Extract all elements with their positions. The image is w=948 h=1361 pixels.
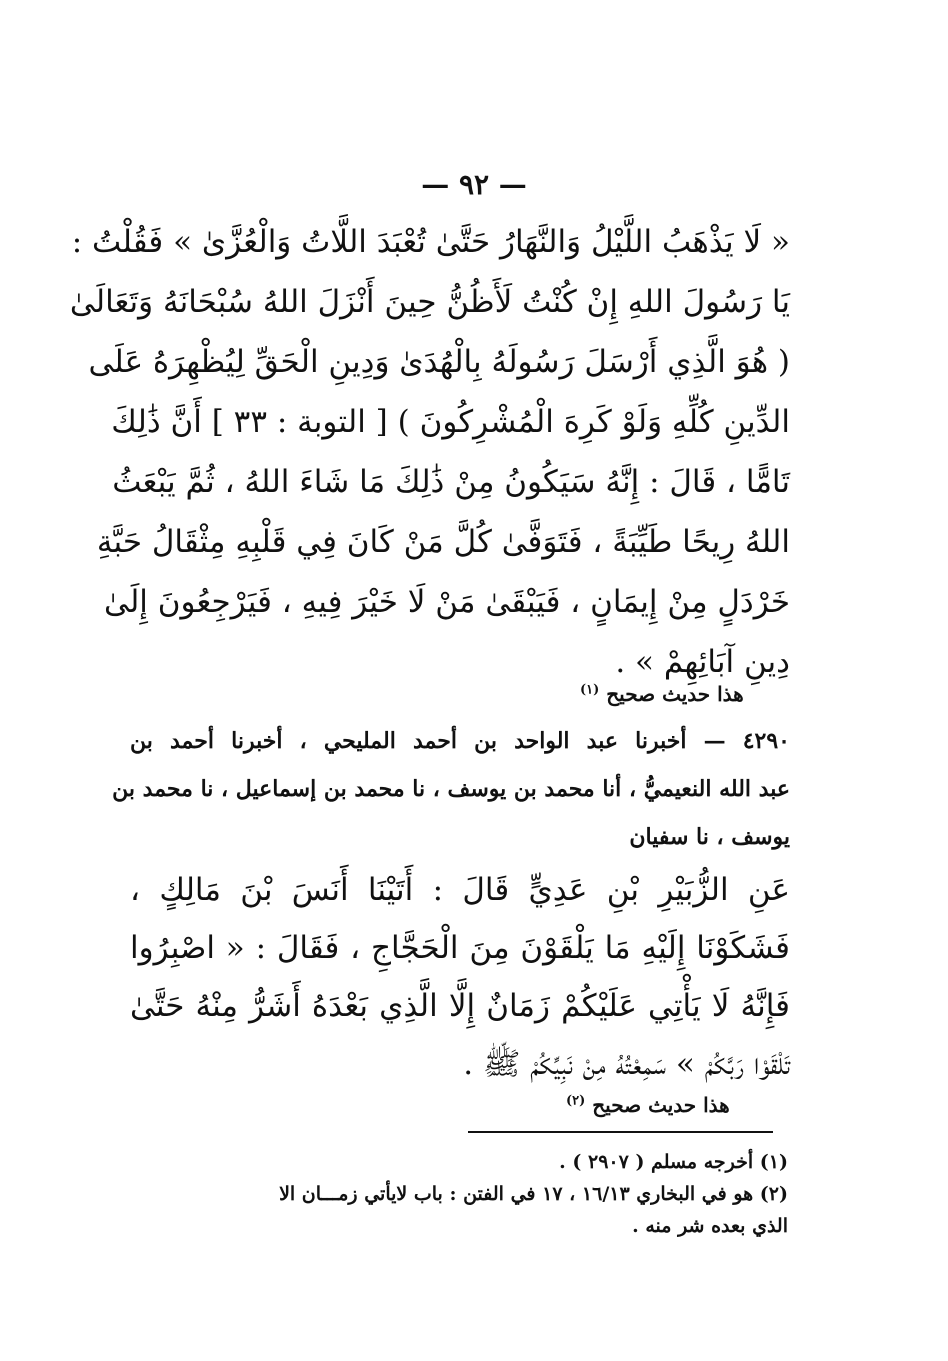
isnad-line: ٤٢٩٠ — أخبرنا عبد الواحد بن أحمد المليحي ، أخبرنا أحمد بن [130,728,790,754]
footnotes [128,1146,788,1242]
page-number: — ٩٢ — [421,168,527,201]
footnote-ref: (٢) [566,1093,586,1109]
grading-text: هذا حديث صحيح [606,682,744,706]
grading-text: هذا حديث صحيح [592,1093,730,1117]
text-line: اللهُ رِيحًا طَيِّبَةً ، فَتَوَفَّىٰ كُلَّ مَنْ كَانَ فِي قَلْبِهِ مِثْقَالُ حَبَّةِ [96,524,790,560]
text-line: الدِّينِ كُلِّهِ وَلَوْ كَرِهَ الْمُشْرِكُونَ ) [ التوبة : ٣٣ ] أَنَّ ذَٰلِكَ [111,404,790,440]
grading-1 [580,682,744,706]
hadith-text-2 [130,861,790,1093]
footnote-ref: (١) [580,682,600,698]
text-line: تَامًّا ، قَالَ : إِنَّهُ سَيَكُونُ مِنْ ذَٰلِكَ مَا شَاءَ اللهُ ، ثُمَّ يَبْعَثُ [112,464,790,500]
isnad-block [112,717,790,861]
text-line: دِينِ آبَائِهِمْ » . [615,644,790,680]
footnote-divider [468,1131,773,1133]
text-line: يَا رَسُولَ اللهِ إِنْ كُنْتُ لَأَظُنُّ حِينَ أَنْزَلَ اللهُ سُبْحَانَهُ وَتَعَالَىٰ [69,284,790,320]
text-line: فَإِنَّهُ لَا يَأْتِي عَلَيْكُمْ زَمَانٌ إِلَّا الَّذِي بَعْدَهُ أَشَرُّ مِنْهُ حَتَّىٰ [130,988,790,1024]
footnote-2: (٢) هو في البخاري ١٦/١٣ ، ١٧ في الفتن : باب لايأتي زمـــان الا [279,1183,788,1205]
footnote-1: (١) أخرجه مسلم ( ٢٩٠٧ ) . [559,1151,788,1173]
text-line: « لَا يَذْهَبُ اللَّيْلُ وَالنَّهَارُ حَتَّىٰ تُعْبَدَ اللَّاتُ وَالْعُزَّىٰ » فَقُلْتُ : [71,224,790,260]
isnad-line: عبد الله النعيميُّ ، أنا محمد بن يوسف ، نا محمد بن إسماعيل ، نا محمد بن [112,776,790,802]
hadith-text-1 [69,212,790,692]
text-line: عَنِ الزُّبَيْرِ بْنِ عَدِيٍّ قَالَ : أَتَيْنَا أَنَسَ بْنَ مَالِكٍ ، [130,872,790,908]
text-line: تَلْقَوْا رَبَّكُمْ » سَمِعْتُهُ مِنْ نَبِيِّكُمْ ﷺ . [463,1046,790,1082]
isnad-line: يوسف ، نا سفيان [629,824,790,850]
grading-2 [566,1093,730,1117]
text-line: خَرْدَلٍ مِنْ إِيمَانٍ ، فَيَبْقَىٰ مَنْ لَا خَيْرَ فِيهِ ، فَيَرْجِعُونَ إِلَىٰ [104,584,790,620]
text-line: فَشَكَوْنَا إِلَيْهِ مَا يَلْقَوْنَ مِنَ الْحَجَّاجِ ، فَقَالَ : « اصْبِرُوا [130,930,790,966]
footnote-2-continued: الذي بعده شر منه . [632,1215,788,1237]
text-line: ( هُوَ الَّذِي أَرْسَلَ رَسُولَهُ بِالْهُدَىٰ وَدِينِ الْحَقِّ لِيُظْهِرَهُ عَلَى [88,344,790,380]
